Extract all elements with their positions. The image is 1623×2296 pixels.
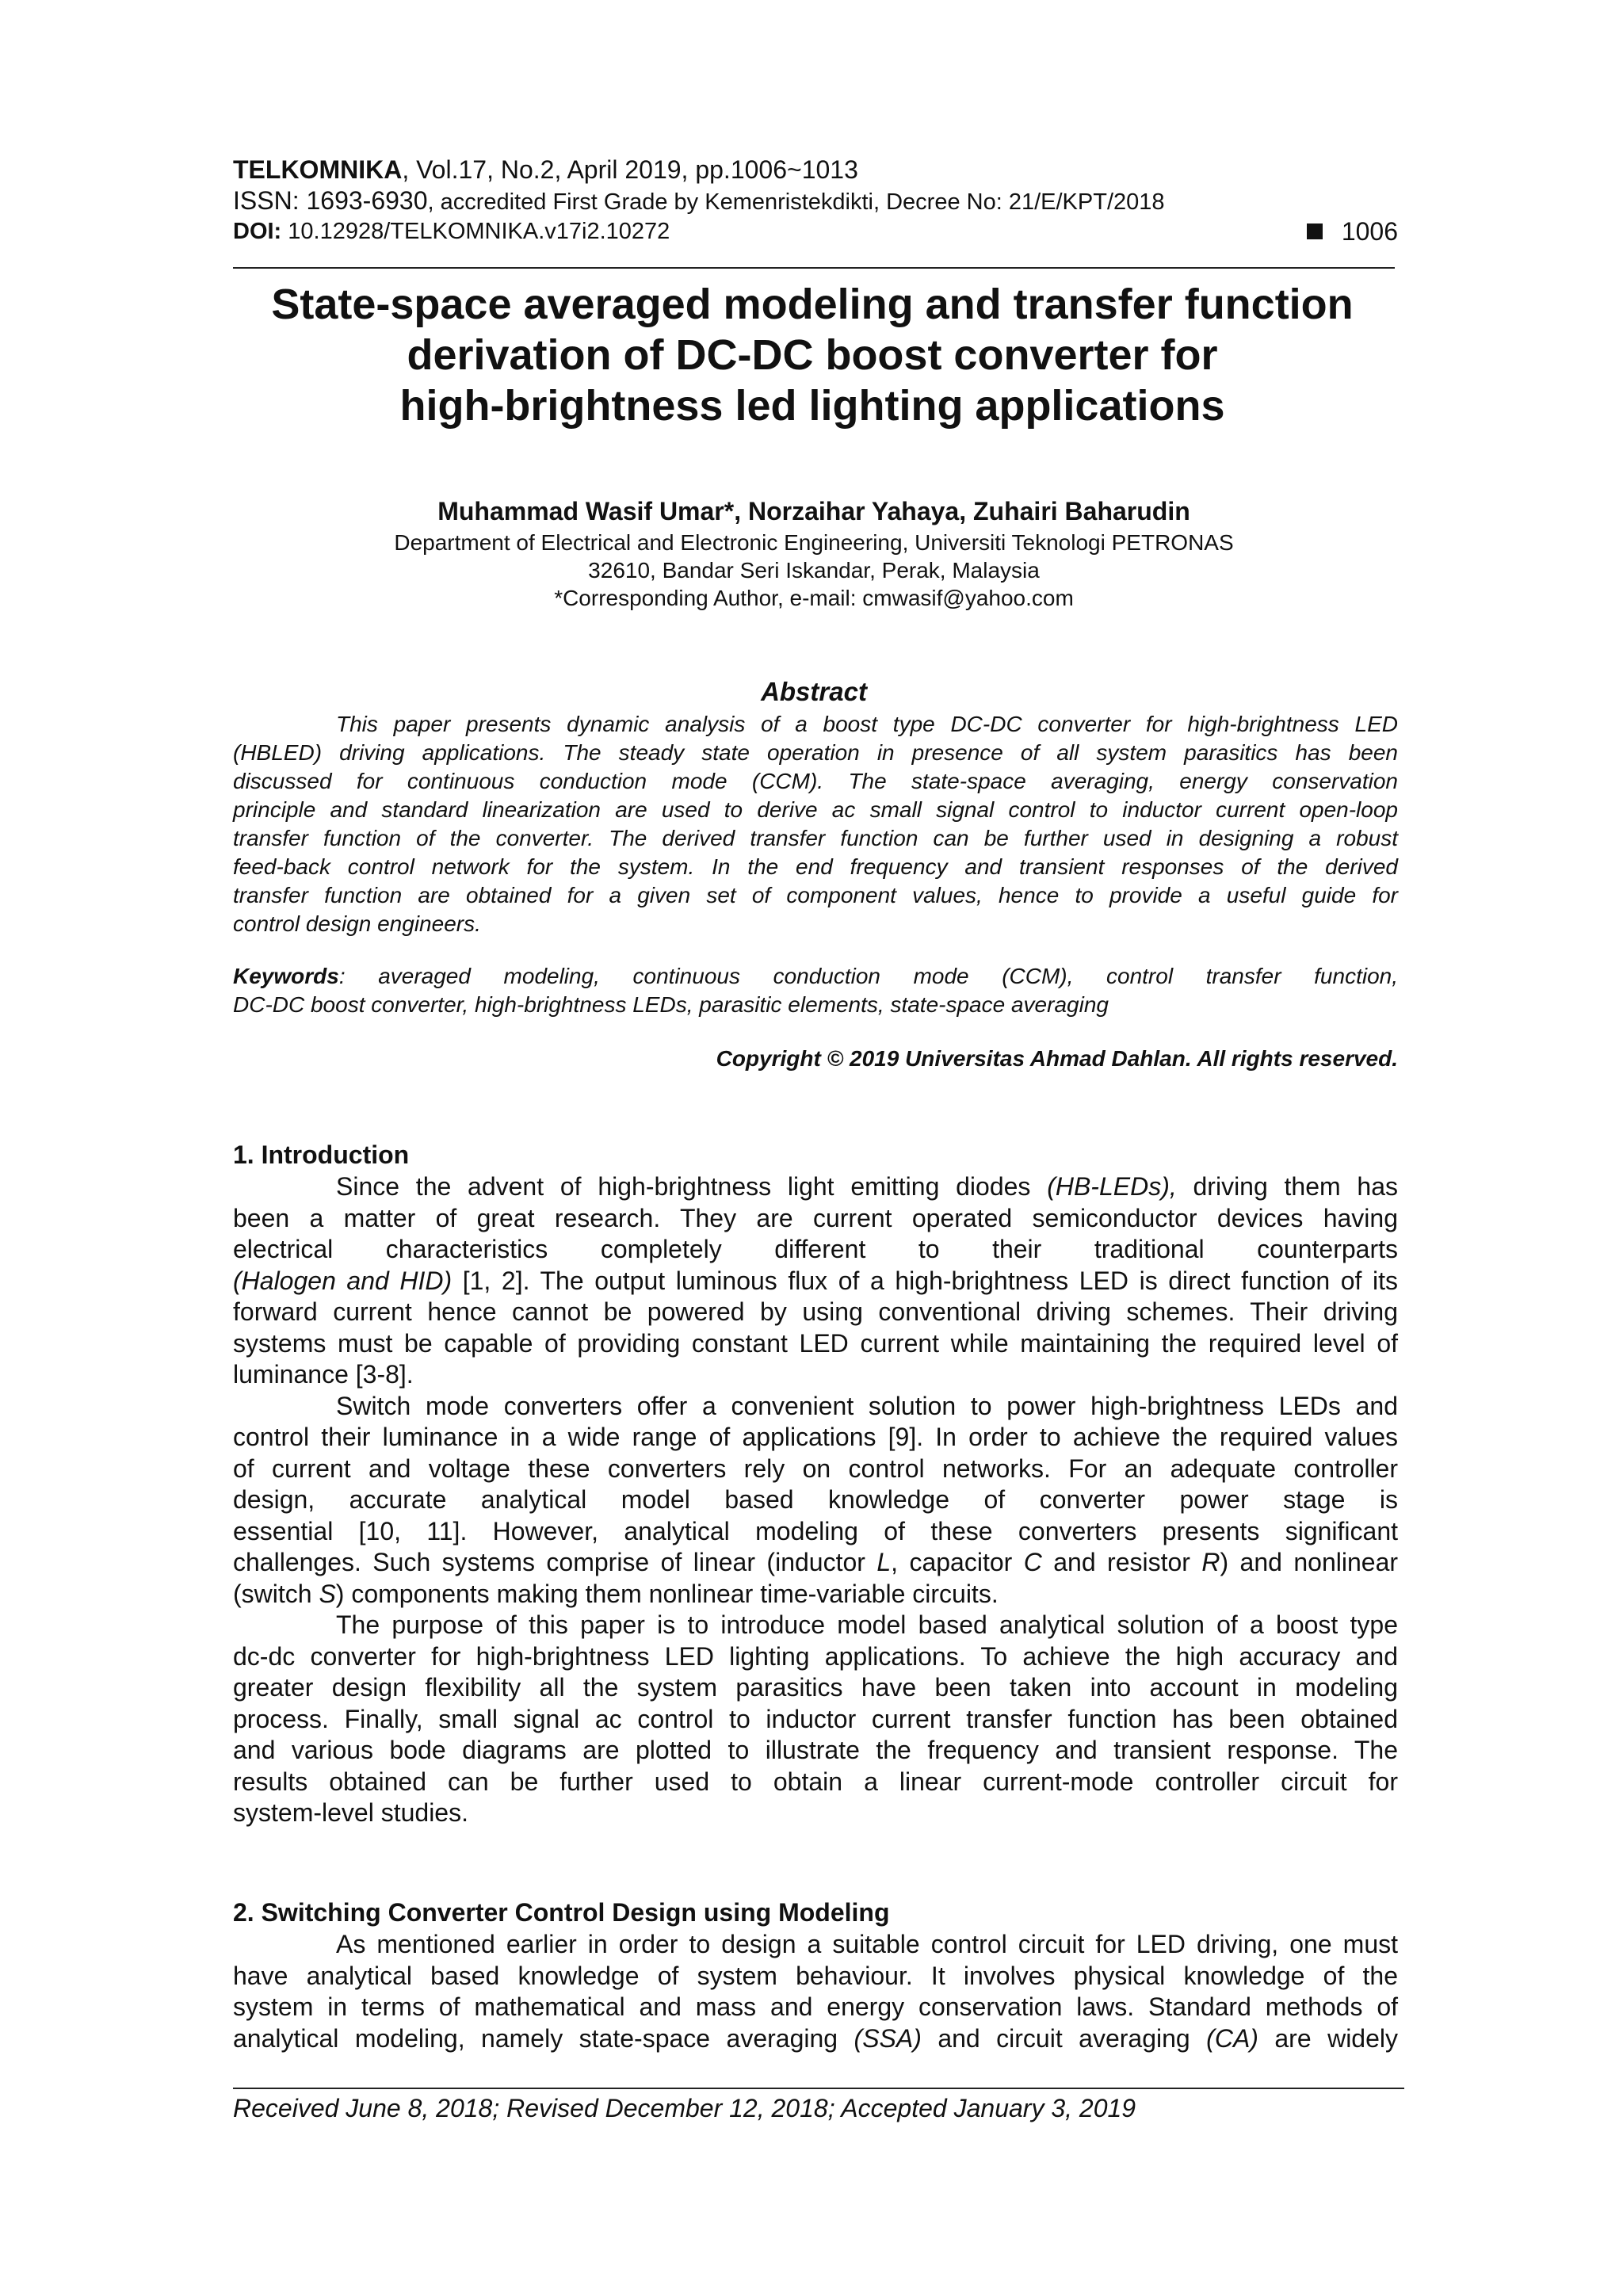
issn-line xyxy=(233,185,1398,217)
section-heading-control-design: 2. Switching Converter Control Design using Modeling xyxy=(233,1898,890,1927)
header-rule xyxy=(233,267,1395,269)
text-line: (switch S) components making them nonlinear time-variable circuits. xyxy=(233,1579,999,1608)
affiliation-line-1: Department of Electrical and Electronic Engineering, Universiti Teknologi PETRONAS xyxy=(394,530,1234,555)
keywords xyxy=(233,962,1398,1019)
text-line: Since the advent of high-brightness light emitting diodes (HB-LEDs), driving them has xyxy=(336,1172,1399,1201)
accreditation: , accredited First Grade by Kemenristekdikti, Decree No: 21/E/KPT/2018 xyxy=(427,189,1165,215)
page-number xyxy=(1307,216,1398,246)
text-line: of current and voltage these converters rely on control networks. For an adequate controller xyxy=(233,1454,1398,1483)
title-line-1: State-space averaged modeling and transfer function xyxy=(271,281,1354,328)
text-line: electrical characteristics completely different to their traditional counterparts xyxy=(233,1235,1398,1263)
text-line: challenges. Such systems comprise of linear (inductor L, capacitor C and resistor R) and nonlinear xyxy=(233,1548,1399,1576)
abstract-heading: Abstract xyxy=(761,677,867,706)
text-line: The purpose of this paper is to introduce model based analytical solution of a boost type xyxy=(336,1610,1398,1639)
footer-rule xyxy=(233,2088,1404,2089)
text-line: As mentioned earlier in order to design a suitable control circuit for LED driving, one must xyxy=(336,1930,1398,1958)
abstract-line: principle and standard linearization are used to derive ac small signal control to inductor current open-loop xyxy=(233,797,1398,822)
text-line: dc-dc converter for high-brightness LED lighting applications. To achieve the high accuracy and xyxy=(233,1641,1398,1671)
paper-title xyxy=(222,279,1403,431)
page-number-value: 1006 xyxy=(1341,217,1398,246)
journal-citation xyxy=(233,155,1398,185)
text-line: (Halogen and HID) [1, 2]. The output luminous flux of a high-brightness LED is direct function of its xyxy=(233,1266,1399,1295)
section-heading-introduction: 1. Introduction xyxy=(233,1140,410,1169)
section2-body xyxy=(233,1929,1398,2054)
doi-value: 10.12928/TELKOMNIKA.v17i2.10272 xyxy=(281,219,670,244)
text-line: system-level studies. xyxy=(233,1798,468,1827)
journal-name: TELKOMNIKA xyxy=(233,155,403,184)
text-line: analytical modeling, namely state-space averaging (SSA) and circuit averaging (CA) are widely xyxy=(233,2023,1399,2053)
intro-body xyxy=(233,1171,1398,1829)
square-bullet-icon xyxy=(1307,223,1323,239)
authors: Muhammad Wasif Umar*, Norzaihar Yahaya, Zuhairi Baharudin xyxy=(437,497,1190,525)
abstract-line: This paper presents dynamic analysis of a boost type DC-DC converter for high-brightness LED xyxy=(336,712,1398,736)
issn: ISSN: 1693-6930 xyxy=(233,186,428,215)
abstract-line: transfer function of the converter. The derived transfer function can be further used in designing a robust xyxy=(233,826,1398,850)
doi-line xyxy=(233,216,1398,246)
text-line: greater design flexibility all the system parasitics have been taken into account in modeling xyxy=(233,1673,1398,1702)
corresponding-author: *Corresponding Author, e-mail: cmwasif@yahoo.com xyxy=(554,586,1074,610)
text-line: and various bode diagrams are plotted to illustrate the frequency and transient response. The xyxy=(233,1736,1398,1764)
keywords-line-2: DC-DC boost converter, high-brightness LEDs, parasitic elements, state-space averaging xyxy=(233,992,1109,1017)
keywords-line-1: Keywords: averaged modeling, continuous conduction mode (CCM), control transfer function, xyxy=(233,964,1398,988)
received-dates: Received June 8, 2018; Revised December 12, 2018; Accepted January 3, 2019 xyxy=(233,2094,1136,2122)
text-line: systems must be capable of providing constant LED current while maintaining the required level of xyxy=(233,1328,1398,1358)
volume-info: , Vol.17, No.2, April 2019, pp.1006~1013 xyxy=(402,155,858,184)
doi-label: DOI: xyxy=(233,219,282,244)
copyright-notice: Copyright © 2019 Universitas Ahmad Dahlan. All rights reserved. xyxy=(716,1046,1398,1071)
keywords-label: Keywords xyxy=(233,964,339,988)
text-line: Switch mode converters offer a convenient solution to power high-brightness LEDs and xyxy=(336,1391,1398,1420)
abstract-line: discussed for continuous conduction mode (CCM). The state-space averaging, energy conservation xyxy=(233,769,1398,793)
text-line: essential [10, 11]. However, analytical modeling of these converters presents significant xyxy=(233,1516,1398,1545)
affiliation-line-2: 32610, Bandar Seri Iskandar, Perak, Malaysia xyxy=(588,558,1040,583)
abstract-body xyxy=(233,710,1398,938)
text-line: forward current hence cannot be powered by using conventional driving schemes. Their driving xyxy=(233,1297,1398,1326)
abstract-line: control design engineers. xyxy=(233,911,481,936)
text-line: been a matter of great research. They are current operated semiconductor devices having xyxy=(233,1203,1398,1232)
text-line: control their luminance in a wide range of applications [9]. In order to achieve the required values xyxy=(233,1423,1398,1451)
text-line: luminance [3-8]. xyxy=(233,1360,414,1389)
text-line: process. Finally, small signal ac control to inductor current transfer function has been obtained xyxy=(233,1704,1398,1733)
text-line: have analytical based knowledge of system behaviour. It involves physical knowledge of the xyxy=(233,1961,1398,1990)
title-line-3: high-brightness led lighting applications xyxy=(399,382,1225,430)
text-line: design, accurate analytical model based knowledge of converter power stage is xyxy=(233,1485,1398,1514)
abstract-line: (HBLED) driving applications. The steady state operation in presence of all system parasitics has been xyxy=(233,740,1398,765)
abstract-line: feed-back control network for the system. In the end frequency and transient responses of the derived xyxy=(233,854,1398,879)
text-line: system in terms of mathematical and mass and energy conservation laws. Standard methods of xyxy=(233,1992,1398,2021)
title-line-2: derivation of DC-DC boost converter for xyxy=(407,331,1218,379)
text-line: results obtained can be further used to obtain a linear current-mode controller circuit for xyxy=(233,1767,1398,1796)
abstract-line: transfer function are obtained for a given set of component values, hence to provide a useful guide for xyxy=(233,883,1398,907)
